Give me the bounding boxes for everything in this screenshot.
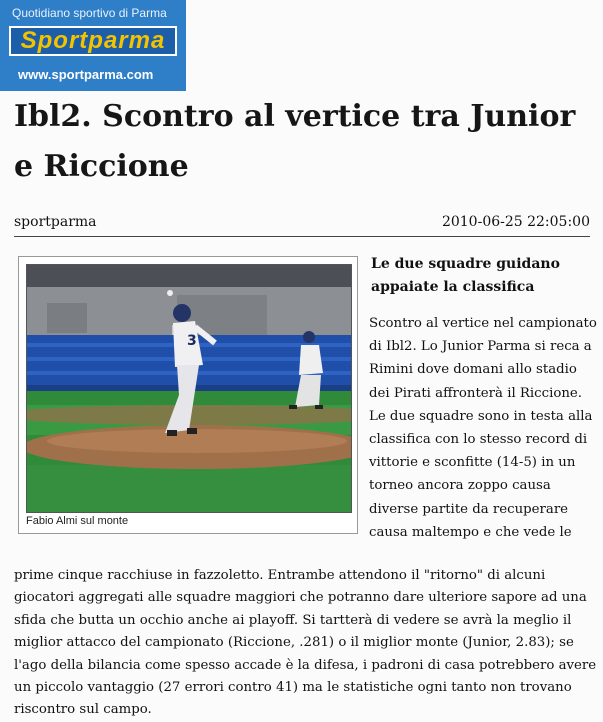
logo-tagline: Quotidiano sportivo di Parma bbox=[12, 6, 167, 20]
article-subtitle: Le due squadre guidano appaiate la classifica bbox=[371, 256, 560, 295]
article-title: Ibl2. Scontro al vertice tra Junior e Riccione bbox=[14, 99, 576, 184]
baseball-photo-illustration bbox=[27, 265, 351, 512]
article-datetime: 2010-06-25 22:05:00 bbox=[441, 214, 590, 230]
article-meta bbox=[14, 214, 590, 237]
article-source: sportparma bbox=[14, 214, 97, 230]
photo-figure bbox=[18, 256, 358, 534]
sportparma-logo[interactable] bbox=[0, 0, 186, 91]
article-body-top: Scontro al vertice nel campionato di Ibl2. Lo Junior Parma si reca a Rimini dove domani allo stadio dei Pirati affronterà il Riccione. Le due squadre sono in testa alla classifica con lo stesso record di vittorie e sconfitte (14-5) in un torneo ancora zoppo causa diverse partite da recuperare causa maltempo e che vede le bbox=[369, 316, 597, 540]
article-body-continued: prime cinque racchiuse in fazzoletto. Entrambe attendono il "ritorno" di alcuni giocatori aggregati alle squadre maggiori che potranno dare ulteriore sapore ad una sfida che butta un occhio anche ai playoff. Si tartterà di vedere se avrà la meglio il miglior attacco del campionato (Riccione, .281) o il miglior monte (Junior, 2.83); se l'ago della bilancia come spesso accade è la difesa, i padroni di casa potrebbero avere un piccolo vantaggio (27 errori contro 41) ma le statistiche ogni tanto non trovano riscontro sul campo. bbox=[14, 568, 597, 718]
pitcher-jersey-number: 3 bbox=[187, 333, 197, 349]
baseball-photo bbox=[26, 264, 352, 513]
logo-url: www.sportparma.com bbox=[18, 67, 154, 82]
logo-brand: Sportparma bbox=[9, 26, 177, 56]
photo-caption: Fabio Almi sul monte bbox=[26, 515, 129, 527]
